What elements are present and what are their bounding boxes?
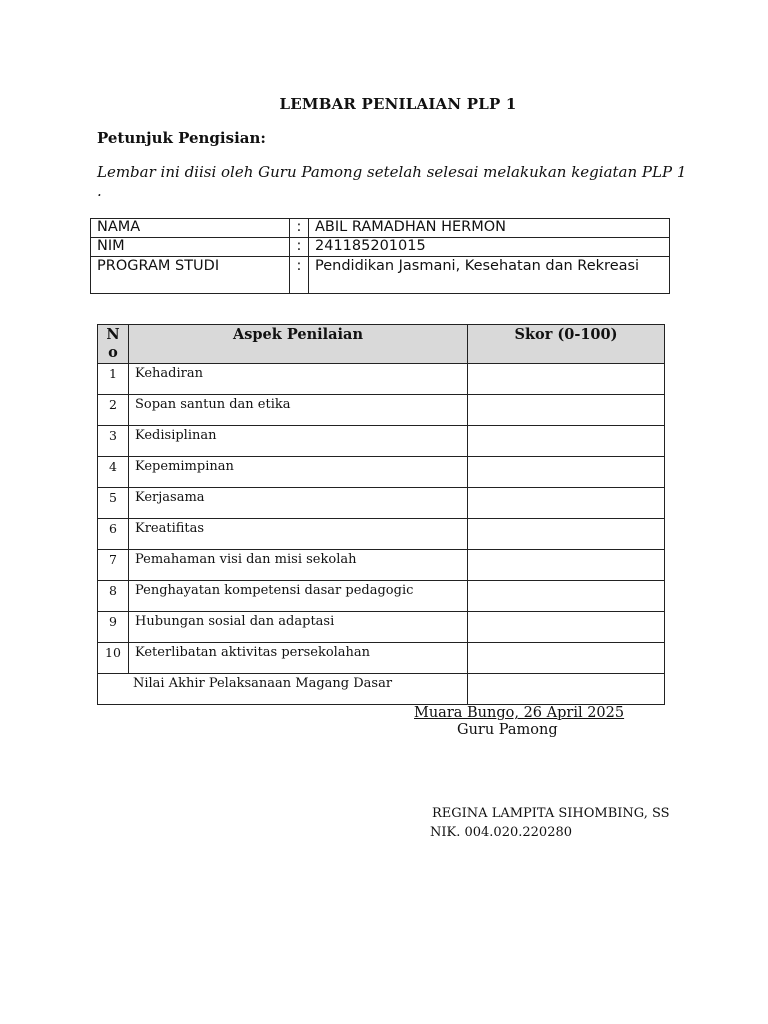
identity-row-nim (91, 238, 670, 257)
final-label: Nilai Akhir Pelaksanaan Magang Dasar (98, 674, 468, 705)
row-aspect: Keterlibatan aktivitas persekolahan (129, 643, 468, 674)
score-row (98, 457, 665, 488)
row-score-cell[interactable] (468, 519, 665, 550)
row-aspect: Pemahaman visi dan misi sekolah (129, 550, 468, 581)
row-number: 7 (98, 550, 129, 581)
score-row (98, 612, 665, 643)
score-row (98, 581, 665, 612)
instructions-text: Lembar ini diisi oleh Guru Pamong setelah selesai melakukan kegiatan PLP 1 . (97, 163, 687, 200)
row-number: 10 (98, 643, 129, 674)
signature-place-date: Muara Bungo, 26 April 2025 (414, 705, 625, 721)
identity-value: 241185201015 (309, 238, 670, 257)
identity-label: PROGRAM STUDI (91, 257, 290, 294)
row-aspect: Kedisiplinan (129, 426, 468, 457)
document-title: LEMBAR PENILAIAN PLP 1 (279, 95, 517, 113)
identity-row-program (91, 257, 670, 294)
score-row (98, 519, 665, 550)
row-aspect: Kehadiran (129, 364, 468, 395)
row-score-cell[interactable] (468, 550, 665, 581)
row-number: 5 (98, 488, 129, 519)
final-score-cell[interactable] (468, 674, 665, 705)
instructions-heading: Petunjuk Pengisian: (97, 129, 266, 147)
score-row (98, 364, 665, 395)
score-row (98, 426, 665, 457)
row-number: 4 (98, 457, 129, 488)
score-table (97, 324, 665, 705)
identity-separator: : (290, 219, 309, 238)
row-number: 8 (98, 581, 129, 612)
score-row (98, 488, 665, 519)
score-row (98, 550, 665, 581)
row-score-cell[interactable] (468, 581, 665, 612)
row-score-cell[interactable] (468, 395, 665, 426)
row-number: 1 (98, 364, 129, 395)
row-score-cell[interactable] (468, 426, 665, 457)
identity-separator: : (290, 257, 309, 294)
score-table-body (98, 364, 665, 674)
header-no: N o (98, 325, 129, 364)
row-aspect: Hubungan sosial dan adaptasi (129, 612, 468, 643)
header-aspect: Aspek Penilaian (129, 325, 468, 364)
row-score-cell[interactable] (468, 364, 665, 395)
row-number: 9 (98, 612, 129, 643)
row-aspect: Penghayatan kompetensi dasar pedagogic (129, 581, 468, 612)
signature-name: REGINA LAMPITA SIHOMBING, SS (432, 806, 670, 821)
row-score-cell[interactable] (468, 457, 665, 488)
identity-value: Pendidikan Jasmani, Kesehatan dan Rekreasi (309, 257, 670, 294)
row-aspect: Kepemimpinan (129, 457, 468, 488)
header-score: Skor (0-100) (468, 325, 665, 364)
row-score-cell[interactable] (468, 612, 665, 643)
row-score-cell[interactable] (468, 488, 665, 519)
score-row (98, 395, 665, 426)
score-table-header (98, 325, 665, 364)
row-score-cell[interactable] (468, 643, 665, 674)
row-aspect: Sopan santun dan etika (129, 395, 468, 426)
row-number: 6 (98, 519, 129, 550)
signature-role: Guru Pamong (457, 722, 558, 738)
identity-label: NAMA (91, 219, 290, 238)
identity-label: NIM (91, 238, 290, 257)
identity-value: ABIL RAMADHAN HERMON (309, 219, 670, 238)
row-aspect: Kerjasama (129, 488, 468, 519)
row-aspect: Kreatifitas (129, 519, 468, 550)
score-row (98, 643, 665, 674)
identity-table (90, 218, 670, 294)
signature-nik: NIK. 004.020.220280 (430, 825, 573, 840)
final-score-row (98, 674, 665, 705)
identity-separator: : (290, 238, 309, 257)
identity-row-name (91, 219, 670, 238)
row-number: 3 (98, 426, 129, 457)
row-number: 2 (98, 395, 129, 426)
